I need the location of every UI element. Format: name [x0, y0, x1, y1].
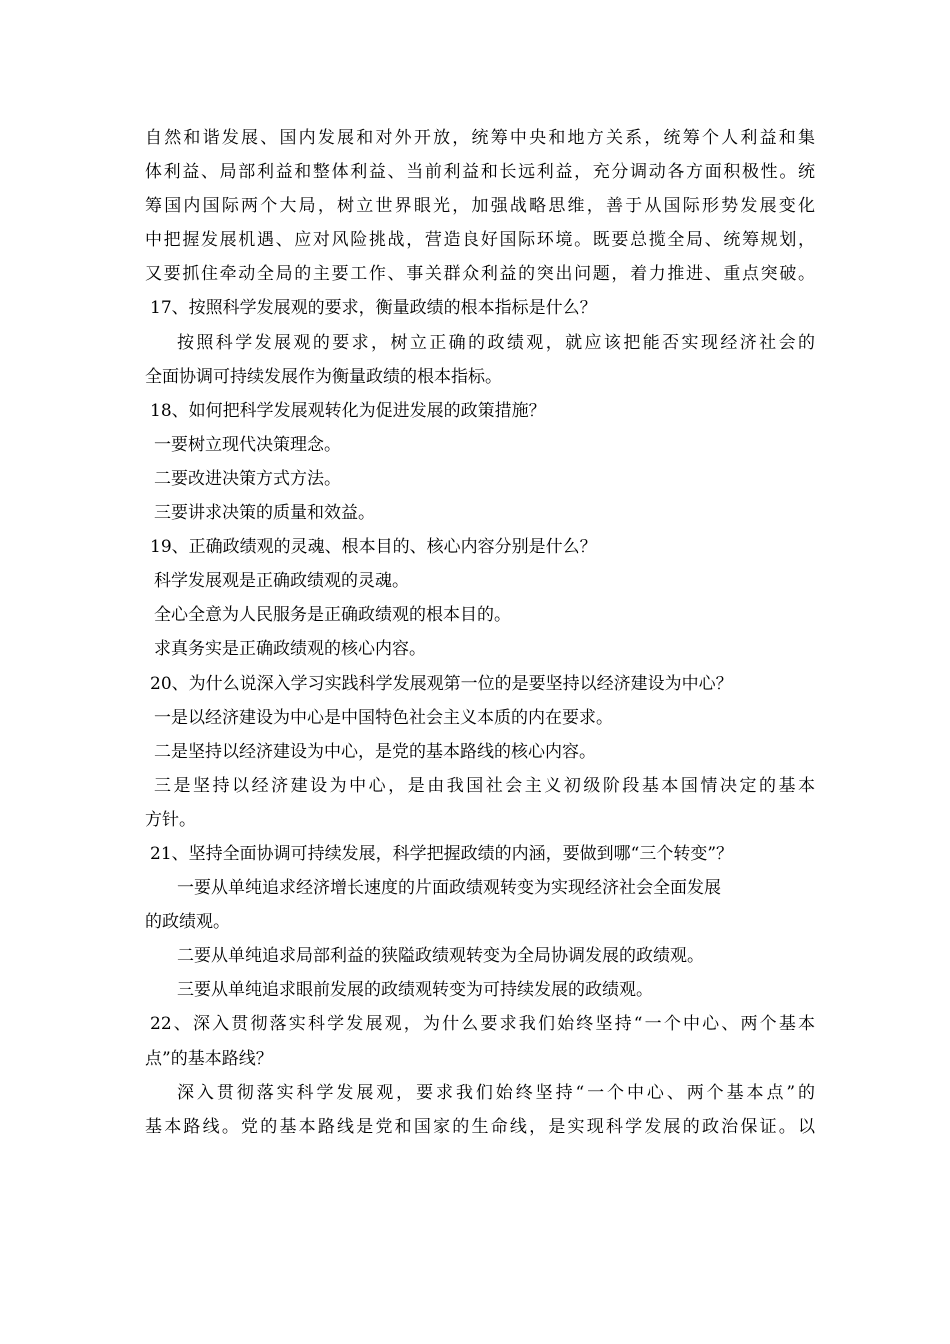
answer-line: 按照科学发展观的要求，树立正确的政绩观，就应该把能否实现经济社会的: [177, 332, 815, 353]
question-heading: 17、按照科学发展观的要求，衡量政绩的根本指标是什么？: [150, 298, 597, 319]
answer-line: 三要从单纯追求眼前发展的政绩观转变为可持续发展的政绩观。: [177, 980, 653, 1001]
answer-item: 三是坚持以经济建设为中心，是由我国社会主义初级阶段基本国情决定的基本: [154, 775, 815, 796]
answer-item: 全心全意为人民服务是正确政绩观的根本目的。: [154, 605, 511, 626]
answer-line: 二要从单纯追求局部利益的狭隘政绩观转变为全局协调发展的政绩观。: [177, 946, 704, 967]
answer-line: 的政绩观。: [145, 912, 230, 933]
answer-line: 方针。: [145, 809, 196, 830]
answer-item: 二是坚持以经济建设为中心，是党的基本路线的核心内容。: [154, 741, 596, 762]
answer-item: 求真务实是正确政绩观的核心内容。: [154, 639, 426, 660]
paragraph-line: 体利益、局部利益和整体利益、当前利益和长远利益，充分调动各方面积极性。统: [145, 162, 815, 183]
question-heading: 22、深入贯彻落实科学发展观，为什么要求我们始终坚持“一个中心、两个基本: [150, 1014, 815, 1035]
paragraph-line: 自然和谐发展、国内发展和对外开放，统筹中央和地方关系，统筹个人利益和集: [145, 128, 815, 148]
paragraph-line: 中把握发展机遇、应对风险挑战，营造良好国际环境。既要总揽全局、统筹规划，: [145, 230, 815, 251]
paragraph-line: 又要抓住牵动全局的主要工作、事关群众利益的突出问题，着力推进、重点突破。: [145, 264, 815, 285]
answer-line: 深入贯彻落实科学发展观，要求我们始终坚持“一个中心、两个基本点”的: [177, 1082, 815, 1103]
document-body: [145, 121, 815, 1144]
answer-line: 全面协调可持续发展作为衡量政绩的根本指标。: [145, 366, 502, 387]
question-heading: 19、正确政绩观的灵魂、根本目的、核心内容分别是什么？: [150, 537, 597, 558]
answer-item: 科学发展观是正确政绩观的灵魂。: [154, 571, 409, 592]
paragraph-line: 筹国内国际两个大局，树立世界眼光，加强战略思维，善于从国际形势发展变化: [145, 196, 815, 217]
question-heading-cont: 点”的基本路线？: [145, 1048, 273, 1069]
question-heading: 21、坚持全面协调可持续发展，科学把握政绩的内涵，要做到哪“三个转变”？: [150, 843, 734, 864]
question-heading: 20、为什么说深入学习实践科学发展观第一位的是要坚持以经济建设为中心？: [150, 673, 733, 694]
answer-item: 一要树立现代决策理念。: [154, 434, 341, 455]
answer-item: 一是以经济建设为中心是中国特色社会主义本质的内在要求。: [154, 707, 613, 728]
answer-item: 三要讲求决策的质量和效益。: [154, 503, 375, 524]
answer-line: 基本路线。党的基本路线是党和国家的生命线，是实现科学发展的政治保证。以: [145, 1116, 815, 1137]
question-heading: 18、如何把科学发展观转化为促进发展的政策措施？: [150, 400, 546, 421]
answer-line: 一要从单纯追求经济增长速度的片面政绩观转变为实现经济社会全面发展: [177, 878, 721, 899]
answer-item: 二要改进决策方式方法。: [154, 468, 341, 489]
